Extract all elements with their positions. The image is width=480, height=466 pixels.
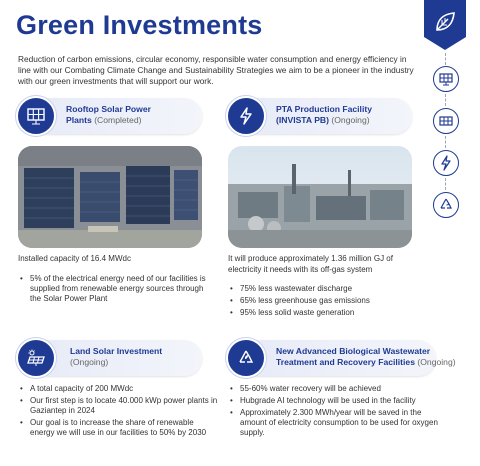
rooftop-bullets [20, 274, 210, 306]
solar-panel-icon [26, 106, 46, 126]
wastewater-icon-badge [226, 338, 266, 378]
side-recycle-icon [433, 192, 459, 218]
wastewater-bullets [230, 384, 440, 440]
intro-text: Reduction of carbon emissions, circular economy, responsible water consumption and energy efficiency in line with our Combating Climate Change and Sustainability Strategies we aim to be a pioneer in the industry with our green investments that will support our work. [18, 54, 414, 86]
pta-caption: It will produce approximately 1.36 million GJ of electricity it needs with its off-gas system [228, 254, 393, 274]
page-title: Green Investments [16, 10, 263, 40]
land-status: (Ongoing) [70, 357, 109, 367]
lightning-icon [438, 155, 454, 171]
pta-title-line2: (INVISTA PB) [276, 115, 329, 125]
lightning-icon [236, 106, 256, 126]
list-item: • Hubgrade AI technology will be used in the facility [230, 396, 440, 406]
pta-title-line1: PTA Production Facility [276, 104, 372, 114]
land-icon-badge [16, 338, 56, 378]
side-solar-icon-1 [433, 66, 459, 92]
pta-icon-badge [226, 96, 266, 136]
list-item: • A total capacity of 200 MWdc [20, 384, 220, 394]
rooftop-caption: Installed capacity of 16.4 MWdc [18, 254, 131, 263]
rooftop-icon-badge [16, 96, 56, 136]
rooftop-status: (Completed) [94, 115, 142, 125]
rooftop-solar-photo [18, 146, 202, 248]
pta-title [276, 104, 372, 126]
solar-panel-sun-icon [26, 348, 46, 368]
list-item: • 65% less greenhouse gas emissions [230, 296, 430, 306]
pta-facility-photo [228, 146, 412, 248]
rooftop-title-line1: Rooftop Solar Power [66, 104, 151, 114]
list-item: • Approximately 2.300 MWh/year will be saved in the amount of electricity consumption to be used for oxygen supply. [230, 408, 440, 438]
leaf-icon [433, 10, 457, 34]
land-title [70, 346, 162, 368]
side-lightning-icon [433, 150, 459, 176]
side-solar-icon-2 [433, 108, 459, 134]
divider [445, 136, 446, 148]
pta-status: (Ongoing) [331, 115, 370, 125]
list-item: • 95% less solid waste generation [230, 308, 430, 318]
list-item: • Our goal is to increase the share of renewable energy we will use in our facilities to 50% by 2030 [20, 418, 220, 438]
solar-panel-icon [438, 71, 454, 87]
divider [445, 53, 446, 65]
wastewater-title-line2: Treatment and Recovery Facilities [276, 357, 415, 367]
solar-panel-icon [438, 113, 454, 129]
list-item: • 75% less wastewater discharge [230, 284, 430, 294]
list-item: • 5% of the electrical energy need of our facilities is supplied from renewable energy sources through the Solar Power Plant [20, 274, 210, 304]
land-bullets [20, 384, 220, 440]
recycle-icon [438, 197, 454, 213]
divider [445, 94, 446, 106]
rooftop-title-line2: Plants [66, 115, 92, 125]
wastewater-title-line1: New Advanced Biological Wastewater [276, 346, 431, 356]
list-item: • 55-60% water recovery will be achieved [230, 384, 440, 394]
recycle-icon [236, 348, 256, 368]
wastewater-status: (Ongoing) [417, 357, 456, 367]
list-item: • Our first step is to locate 40.000 kWp power plants in Gaziantep in 2024 [20, 396, 220, 416]
pta-bullets [230, 284, 430, 320]
rooftop-title [66, 104, 151, 126]
divider [445, 178, 446, 190]
land-title-line1: Land Solar Investment [70, 346, 163, 356]
wastewater-title [276, 346, 456, 368]
leaf-badge [424, 0, 466, 50]
